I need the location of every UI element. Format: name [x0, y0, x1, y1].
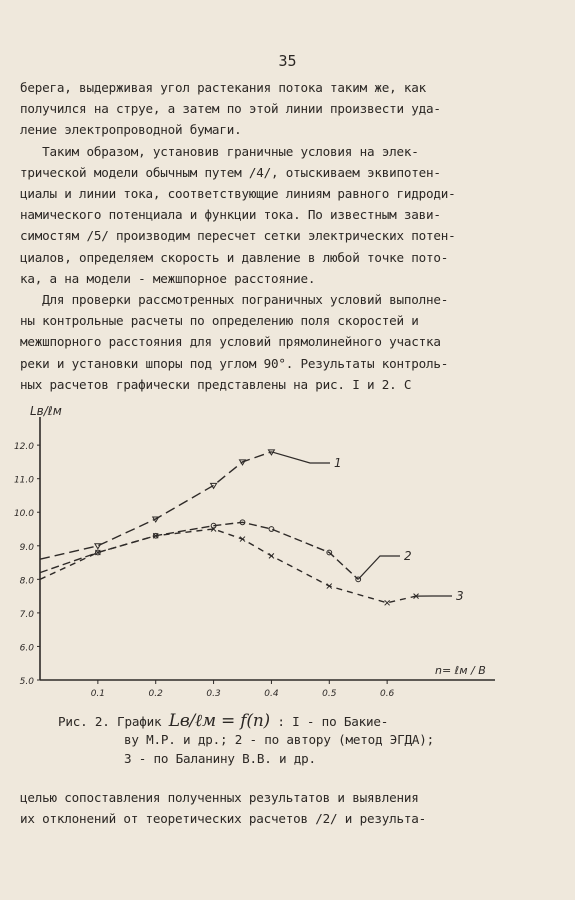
caption-formula: Lв/ℓм = f(n): [168, 711, 270, 731]
series-label: 1: [334, 456, 342, 470]
y-tick-label: 6.0: [19, 643, 34, 654]
x-tick-label: 0.5: [322, 689, 337, 699]
paragraph-line: получился на струе, а затем по этой линии произвести уда-: [20, 101, 441, 117]
x-tick-label: 0.1: [90, 689, 106, 699]
paragraph-line: Для проверки рассмотренных пограничных условий выполне-: [20, 292, 449, 307]
paragraph-line: берега, выдерживая угол растекания потока таким же, как: [20, 80, 427, 95]
data-point: [385, 600, 390, 605]
series-3: [40, 527, 464, 606]
series-leader: [271, 452, 330, 463]
y-tick-label: 5.0: [19, 677, 34, 687]
x-axis-label: n= ℓм / B: [435, 664, 486, 677]
y-tick-label: 7.0: [19, 609, 34, 620]
paragraph-line: ление электропроводной бумаги.: [20, 122, 242, 138]
paragraph-line: циалов, определяем скорость и давление в любой точке пото-: [20, 249, 449, 265]
caption-prefix: Рис. 2. График: [58, 714, 162, 729]
chart: [0, 395, 575, 725]
y-tick-label: 9.0: [19, 542, 34, 553]
footer-line: целью сопоставления полученных результатов и выявления: [20, 790, 419, 805]
x-tick-label: 0.2: [148, 689, 163, 699]
paragraph-line: ных расчетов графически представлены на рис. I и 2. С: [20, 376, 412, 392]
caption-line-1: [58, 711, 388, 731]
y-axis-label: Lв/ℓм: [30, 404, 62, 418]
paragraph-line: трической модели обычным путем /4/, отыскиваем эквипотен-: [20, 164, 441, 180]
y-tick-label: 12.0: [13, 442, 34, 453]
series-label: 2: [404, 549, 412, 563]
caption-line1-rest: : I - по Бакие-: [277, 714, 389, 729]
series-line: [40, 529, 416, 603]
y-tick-label: 11.0: [13, 475, 34, 486]
data-point: [95, 544, 101, 549]
footer-line: их отклонений от теоретических расчетов /2/ и результа-: [20, 811, 427, 826]
series-label: 3: [456, 589, 464, 603]
chart-axes: [14, 417, 495, 699]
paragraph-line: ны контрольные расчеты по определению поля скоростей и: [20, 313, 419, 329]
y-tick-label: 10.0: [13, 509, 34, 520]
paragraph-line: реки и установки шпоры под углом 90°. Результаты контроль-: [20, 355, 449, 371]
x-tick-label: 0.4: [264, 689, 279, 699]
page-number: 35: [278, 52, 297, 70]
series-line: [40, 452, 271, 559]
paragraph-line: ка, а на модели - межшпорное расстояние.: [20, 270, 316, 286]
data-point: [269, 553, 274, 558]
chart-series: [40, 450, 464, 605]
y-tick-label: 8.0: [19, 576, 34, 587]
caption-line-2: ву М.Р. и др.; 2 - по автору (метод ЭГДА);: [124, 732, 435, 747]
paragraph-line: межшпорного расстояния для условий прямолинейного участка: [20, 334, 441, 350]
x-tick-label: 0.3: [206, 689, 221, 699]
paragraph-line: Таким образом, установив граничные условия на элек-: [20, 143, 419, 159]
chart-labels: [30, 404, 486, 677]
series-leader: [358, 556, 400, 579]
paragraph-line: симостям /5/ производим пересчет сетки электрических потен-: [20, 228, 456, 244]
paragraph-line: циалы и линии тока, соответствующие линиям равного гидроди-: [20, 186, 456, 201]
paragraph-line: намического потенциала и функции тока. По известным зави-: [20, 207, 441, 223]
caption-line-3: 3 - по Баланину В.В. и др.: [124, 751, 316, 766]
x-tick-label: 0.6: [379, 689, 395, 699]
series-1: [40, 450, 342, 559]
